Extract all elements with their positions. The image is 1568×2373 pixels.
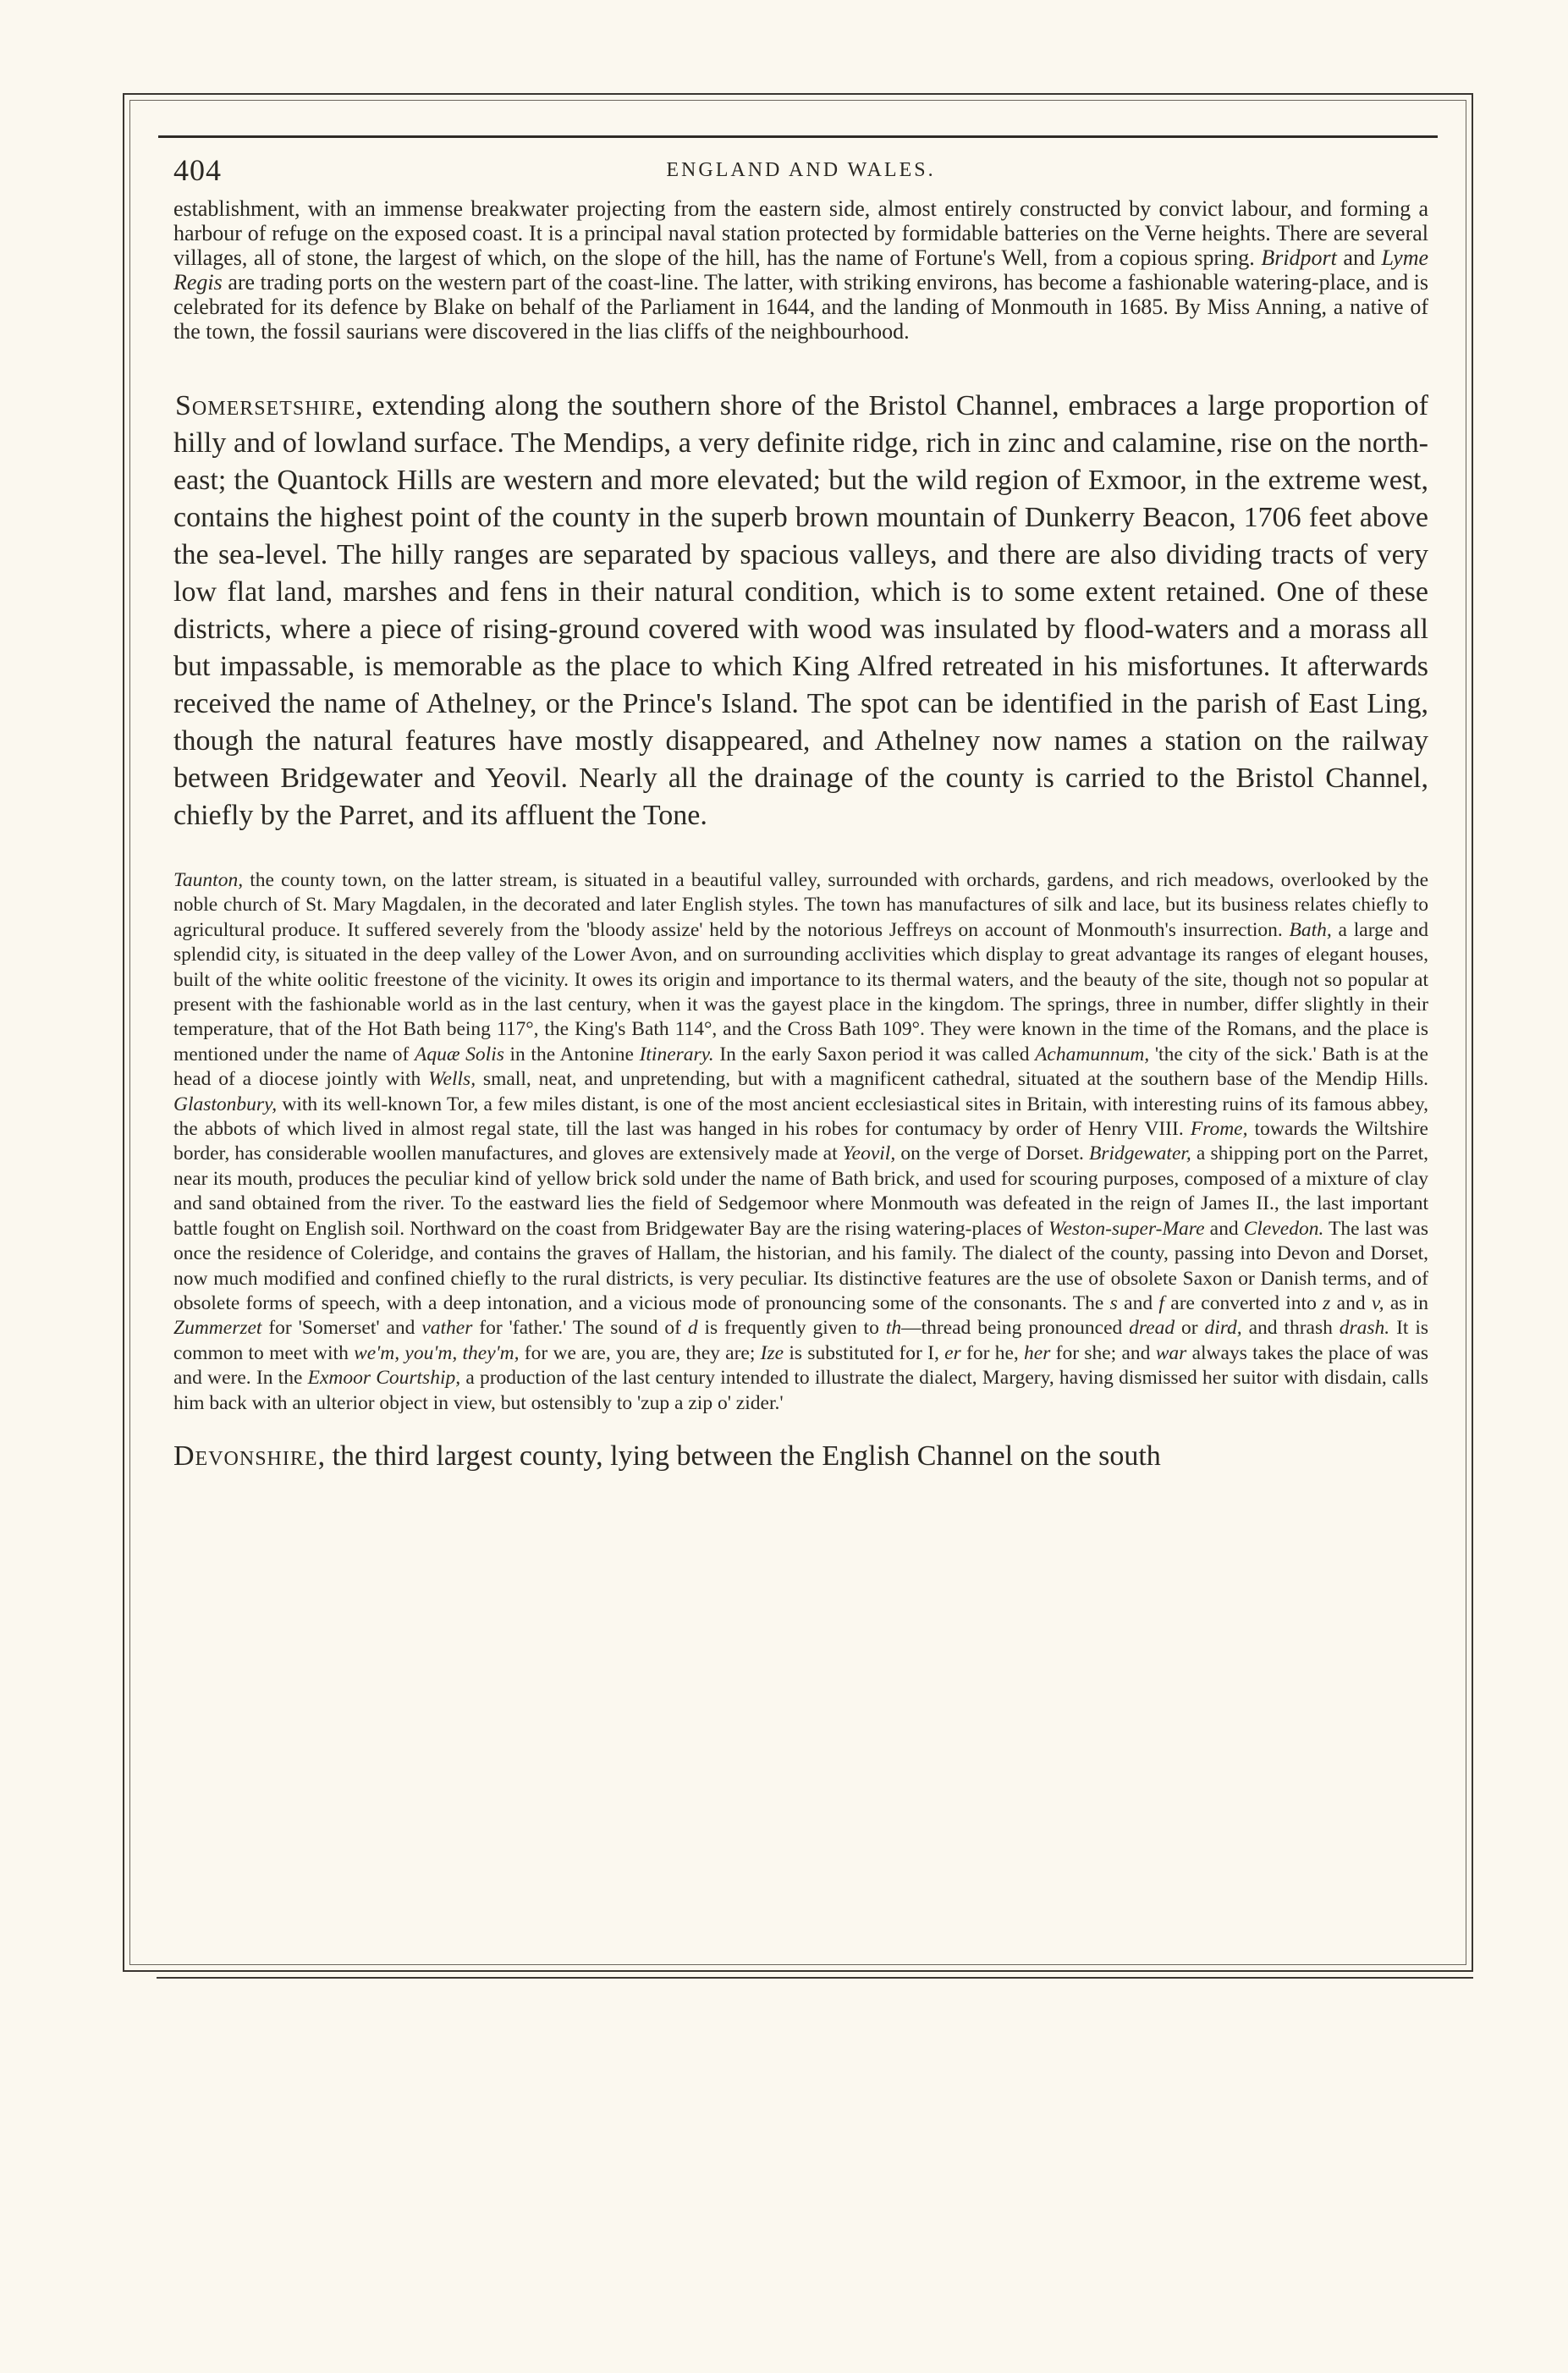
italic-term: dird, <box>1204 1317 1242 1340</box>
italic-term: d <box>687 1317 698 1340</box>
paragraph-devonshire <box>173 1438 1428 1475</box>
paragraph-somerset-towns <box>173 868 1428 1416</box>
italic-term: Zummerzet <box>173 1317 262 1340</box>
text-run: , extending along the southern shore of the Bristol Channel, embraces a large proportion of hilly and of lowland surface. The Mendips, a very definite ridge, rich in zinc and calamine, rise on the north-east; the Quantock Hills are western and more elevated; but the wild region of Exmoor, in the extreme west, contains the highest point of the county in the superb brown mountain of Dunkerry Beacon, 1706 feet above the sea-level. The hilly ranges are separated by spacious valleys, and there are also dividing tracts of very low flat land, marshes and fens in their natural condition, which is to some extent retained. One of these districts, where a piece of rising-ground covered with wood was insulated by flood-waters and a morass all but impassable, is memorable as the place to which King Alfred retreated in his misfortunes. It afterwards received the name of Athelney, or the Prince's Island. The spot can be identified in the parish of East Ling, though the natural features have mostly disappeared, and Athelney now names a station on the railway between Bridgewater and Yeovil. Nearly all the drainage of the county is carried to the Bristol Channel, chiefly by the Parret, and its affluent the Tone. <box>173 390 1428 831</box>
county-heading-somersetshire: Somersetshire <box>175 390 356 421</box>
place-name: Bath, <box>1289 918 1332 941</box>
text-run: with its well-known Tor, a few miles distant, is one of the most ancient ecclesiastical sites in Britain, with interesting ruins of its famous abbey, the abbots of which lived in almost regal state, till the last was hanged in his robes for contumacy by order of Henry VIII. <box>173 1093 1428 1141</box>
italic-term: war <box>1155 1341 1187 1364</box>
text-run: The last was once the residence of Coleridge, and contains the graves of Hallam, the historian, and his family. The dialect of the county, passing into Devon and Dorset, now much modified and confined chiefly to the rural districts, is very peculiar. Its distinctive features are the use of obsolete Saxon or Danish terms, and of obsolete forms of speech, with a deep intonation, and a vicious mode of pronouncing some of the consonants. The <box>173 1217 1428 1314</box>
italic-term: drash. <box>1339 1317 1390 1340</box>
text-run: is frequently given to <box>697 1317 886 1340</box>
bottom-rule <box>157 1977 1473 1979</box>
place-name-lyme-regis: Lyme Regis <box>173 245 1429 295</box>
italic-term: dread <box>1129 1317 1175 1340</box>
text-run: —thread being pronounced <box>901 1317 1130 1340</box>
italic-term: Exmoor Courtship, <box>307 1367 461 1390</box>
place-name: Clevedon. <box>1243 1217 1324 1240</box>
italic-term: er <box>944 1341 961 1364</box>
text-run: a large and splendid city, is situated in the deep valley of the Lower Avon, and on surrounding acclivities which display to great advantage its ranges of elegant houses, built of the white oolitic freestone of the vicinity. It owes its origin and importance to its thermal waters, and the beauty of the site, though not so popular at present with the fashionable world as in the last century, when it was the gayest place in the kingdom. The springs, three in number, differ slightly in their temperature, that of the Hot Bath being 117°, the King's Bath 114°, and the Cross Bath 109°. They were known in the time of the Romans, and the place is mentioned under the name of <box>173 918 1429 1065</box>
text-run: for 'Somerset' and <box>261 1317 422 1340</box>
text-run: establishment, with an immense breakwater projecting from the eastern side, almost entirely constructed by convict labour, and forming a harbour of refuge on the exposed coast. It is a principal naval station protected by formidable batteries on the Verne heights. There are several villages, all of stone, the largest of which, on the slope of the hill, has the name of Fortune's Well, from a copious spring. <box>173 196 1428 270</box>
paragraph-dorset-continued <box>173 196 1428 344</box>
text-run: are trading ports on the western part of the coast-line. The latter, with striking environs, has become a fashionable watering-place, and is celebrated for its defence by Blake on behalf of the Parliament in 1644, and the landing of Monmouth in 1685. By Miss Anning, a native of the town, the fossil saurians were discovered in the lias cliffs of the neighbourhood. <box>173 270 1428 344</box>
text-run: and <box>1336 245 1382 270</box>
text-run: and <box>1330 1291 1372 1314</box>
text-run: towards the Wiltshire border, has considerable woollen manufactures, and gloves are extensively made at <box>173 1118 1428 1165</box>
text-run: in the Antonine <box>503 1043 640 1065</box>
running-head <box>173 152 1428 190</box>
italic-term: z <box>1323 1291 1331 1314</box>
place-name: Wells, <box>428 1068 476 1091</box>
text-run: for 'father.' The sound of <box>472 1317 688 1340</box>
county-heading-devonshire: Devonshire <box>173 1440 318 1472</box>
italic-term: v, <box>1371 1291 1384 1314</box>
italic-term: f <box>1158 1291 1164 1314</box>
text-run: as in <box>1384 1291 1428 1314</box>
paragraph-somersetshire <box>173 388 1428 834</box>
place-name: Glastonbury, <box>173 1093 278 1115</box>
text-run: , the third largest county, lying between the English Channel on the south <box>317 1440 1161 1472</box>
place-name-bridport: Bridport <box>1261 245 1337 270</box>
italic-term: Ize <box>760 1341 784 1364</box>
place-name: Weston-super-Mare <box>1048 1217 1205 1240</box>
place-name: Taunton, <box>173 869 244 891</box>
text-run: small, neat, and unpretending, but with a magnificent cathedral, situated at the southern base of the Mendip Hills. <box>476 1068 1428 1091</box>
italic-term: s <box>1109 1291 1118 1314</box>
italic-term: Achamunnum, <box>1035 1043 1150 1065</box>
place-name: Bridgewater, <box>1089 1142 1191 1165</box>
italic-term: vather <box>421 1317 473 1340</box>
place-name: Yeovil, <box>842 1142 896 1165</box>
text-run: 'the city of the sick.' Bath is at the head of a diocese jointly with <box>173 1043 1428 1091</box>
running-title: ENGLAND AND WALES. <box>666 159 936 181</box>
text-run: are converted into <box>1164 1291 1323 1314</box>
italic-term: Aquæ Solis <box>415 1043 504 1065</box>
italic-term: th <box>885 1317 902 1340</box>
italic-term: Itinerary. <box>639 1043 714 1065</box>
italic-term: her <box>1024 1341 1051 1364</box>
italic-term: we'm, you'm, they'm, <box>354 1341 520 1364</box>
text-run: is substituted for I, <box>784 1341 945 1364</box>
text-run: the county town, on the latter stream, is situated in a beautiful valley, surrounded with orchards, gardens, and rich meadows, overlooked by the noble church of St. Mary Magdalen, in the decorated and later English styles. The town has manufactures of silk and lace, but its business relates chiefly to agricultural produce. It suffered severely from the 'bloody assize' held by the notorious Jeffreys on account of Monmouth's insurrection. <box>173 869 1428 941</box>
text-run: In the early Saxon period it was called <box>713 1043 1036 1065</box>
text-run: and <box>1204 1217 1244 1240</box>
text-run: for we are, you are, they are; <box>519 1341 761 1364</box>
text-run: and thrash <box>1241 1317 1340 1340</box>
text-run: It is common to meet with <box>173 1317 1428 1364</box>
place-name: Frome, <box>1190 1118 1248 1141</box>
text-run: always takes the place of was and were. In the <box>173 1341 1428 1390</box>
text-run: or <box>1175 1317 1205 1340</box>
text-run: for she; and <box>1050 1341 1156 1364</box>
text-run: a production of the last century intended to illustrate the dialect, Margery, having dismissed her suitor with disdain, calls him back with an ulterior object in view, but ostensibly to 'zup a zip o' zider.' <box>173 1367 1428 1414</box>
text-run: on the verge of Dorset. <box>895 1142 1090 1165</box>
page-content <box>173 152 1428 1475</box>
page-number: 404 <box>173 153 222 187</box>
text-run: a shipping port on the Parret, near its mouth, produces the peculiar kind of yellow brick sold under the name of Bath brick, and used for scouring purposes, composed of a mixture of clay and sand obtained from the river. To the eastward lies the field of Sedgemoor where Monmouth was defeated in the reign of James II., the last important battle fought on English soil. Northward on the coast from Bridgewater Bay are the rising watering-places of <box>173 1142 1428 1240</box>
text-run: and <box>1117 1291 1159 1314</box>
text-run: for he, <box>960 1341 1025 1364</box>
